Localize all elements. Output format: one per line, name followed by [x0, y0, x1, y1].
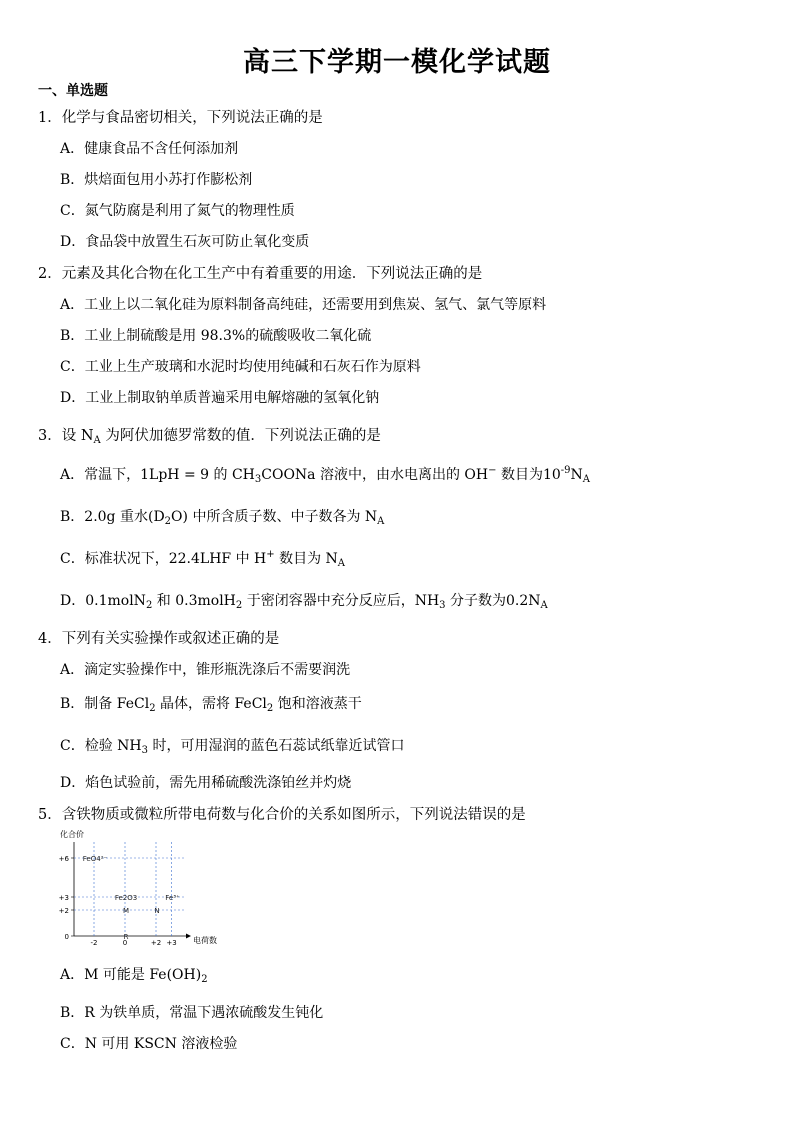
page-title: 高三下学期一模化学试题 [243, 47, 551, 78]
chart-point-label: R [123, 933, 129, 941]
x-tick-label: +3 [166, 939, 177, 947]
y-tick-label: 0 [64, 933, 69, 941]
question-5-option-c: C．N 可用 KSCN 溶液检验 [60, 1036, 238, 1052]
question-2-option-c: C．工业上生产玻璃和水泥时均使用纯碱和石灰石作为原料 [60, 359, 421, 375]
question-2-stem: 2．元素及其化合物在化工生产中有着重要的用途．下列说法正确的是 [38, 266, 483, 282]
chart-xlabel: 电荷数 [193, 936, 217, 945]
chart-point-label: Fe2O3 [114, 894, 138, 902]
question-4-option-c: C．检验 $NH_3$ 时，可用湿润的蓝色石蕊试纸靠近试管口 [60, 738, 405, 756]
question-3-option-a: A．常温下，1LpH = 9 的 $CH_3COONa$ 溶液中，由水电离出的 OH− 数目为$10^{-9}N_A$ [60, 465, 591, 485]
question-5-option-b: B．R 为铁单质，常温下遇浓硫酸发生钝化 [60, 1005, 324, 1021]
question-3-option-c: C．标准状况下，22.4LHF 中 H+ 数目为 $N_A$ [60, 549, 346, 569]
question-1-option-d: D．食品袋中放置生石灰可防止氧化变质 [60, 234, 310, 250]
question-5-option-a: A．M 可能是 $Fe(OH)_2$ [60, 967, 208, 985]
chart-point-label: Fe³⁺ [165, 894, 180, 902]
question-2-option-a: A．工业上以二氧化硅为原料制备高纯硅，还需要用到焦炭、氢气、氯气等原料 [60, 297, 547, 313]
question-1-option-a: A．健康食品不含任何添加剂 [60, 141, 239, 157]
y-tick-label: +6 [58, 855, 69, 863]
question-3-option-b: B．2.0g 重水$(D_2O)$ 中所含质子数、中子数各为 $N_A$ [60, 509, 385, 527]
question-2-option-d: D．工业上制取钠单质普遍采用电解熔融的氢氧化钠 [60, 390, 380, 406]
question-3-option-d: D．0.1molN$_2$ 和 0.3molH$_2$ 于密闭容器中充分反应后，$NH_3$ 分子数为$0.2N_A$ [60, 593, 548, 611]
y-tick-label: +2 [58, 907, 69, 915]
question-5-stem: 5．含铁物质或微粒所带电荷数与化合价的关系如图所示，下列说法错误的是 [38, 807, 526, 823]
question-3-stem: 3．设 $N_A$ 为阿伏加德罗常数的值．下列说法正确的是 [38, 428, 381, 446]
question-1-option-c: C．氮气防腐是利用了氮气的物理性质 [60, 203, 295, 219]
chart-point-label: N [154, 907, 160, 915]
question-1-option-b: B．烘焙面包用小苏打作膨松剂 [60, 172, 253, 188]
question-4-option-d: D．焰色试验前，需先用稀硫酸洗涤铂丝并灼烧 [60, 775, 352, 791]
x-tick-label: +2 [150, 939, 162, 947]
y-tick-label: +3 [58, 894, 69, 902]
x-tick-label: 0 [122, 939, 128, 947]
question-4-option-a: A．滴定实验操作中，锥形瓶洗涤后不需要润洗 [60, 662, 351, 678]
section-heading: 一、单选题 [38, 83, 108, 99]
question-4-option-b: B．制备 FeCl$_2$ 晶体，需将 FeCl$_2$ 饱和溶液蒸干 [60, 696, 362, 714]
chart-point-label: FeO4²⁻ [82, 855, 108, 863]
question-1-stem: 1．化学与食品密切相关，下列说法正确的是 [38, 110, 323, 126]
question-2-option-b: B．工业上制硫酸是用 98.3%的硫酸吸收二氧化硫 [60, 328, 372, 344]
question-4-stem: 4．下列有关实验操作或叙述正确的是 [38, 631, 280, 647]
x-tick-label: -2 [90, 939, 98, 947]
x-axis-arrow [186, 934, 191, 939]
chart-point-label: M [122, 907, 130, 915]
iron-valence-chart [60, 828, 230, 948]
chart-ylabel: 化合价 [60, 830, 84, 839]
